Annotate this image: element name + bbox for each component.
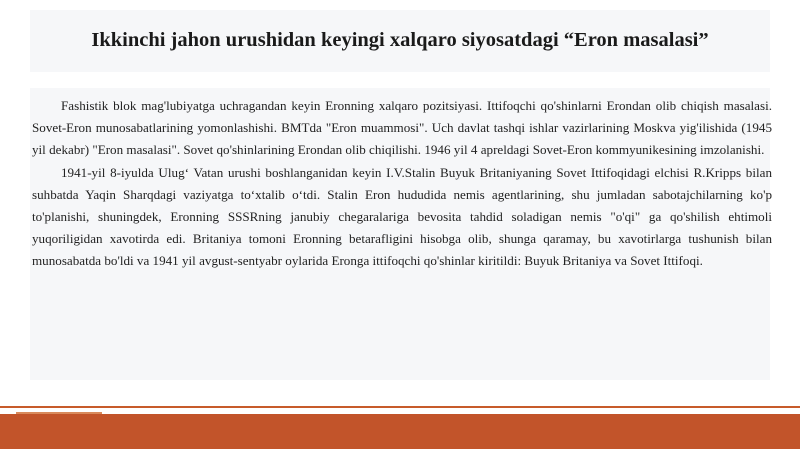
paragraph-1: Fashistik blok mag'lubiyatga uchragandan keyin Eronning xalqaro pozitsiyasi. Ittifoqchi qo'shinlarni Erondan olib chiqish masalasi. Sovet-Eron munosabatlarining yomonlashishi. BMTda "Eron muammosi". Uch davlat tashqi ishlar vazirlarining Moskva yig'ilishida (1945 yil dekabr) "Eron masalasi". Sovet qo'shinlarining Erondan olib chiqilishi. 1946 yil 4 apreldagi Sovet-Eron kommyunikesining imzolanishi. [32, 98, 772, 158]
paragraph-2: 1941-yil 8-iyulda Ulug‘ Vatan urushi boshlanganidan keyin I.V.Stalin Buyuk Britaniyaning Sovet Ittifoqidagi elchisi R.Kripps bilan suhbatda Yaqin Sharqdagi vaziyatga to‘xtalib o‘tdi. Stalin Eron hududida nemis agentlarining, shu jumladan sabotajchilarning ko'p to'planishi, shuningdek, Eronning SSSRning janubiy chegaralariga bevosita tahdid soladigan nemis "o'qi" ga qo'shilish ehtimoli yuqoriligidan xavotirda edi. Britaniya tomoni Eronning betarafligini hisobga olib, shunga qaramay, bu xavotirlarga tushunish bilan munosabatda bo'ldi va 1941 yil avgust-sentyabr oylarida Eronga ittifoqchi qo'shinlar kiritildi: Buyuk Britaniya va Sovet Ittifoqi. [32, 164, 772, 269]
footer-bar [0, 414, 800, 449]
footer-divider [0, 406, 800, 408]
slide-title: Ikkinchi jahon urushidan keyingi xalqaro siyosatdagi “Eron masalasi” [91, 29, 709, 51]
body-text [32, 95, 772, 273]
